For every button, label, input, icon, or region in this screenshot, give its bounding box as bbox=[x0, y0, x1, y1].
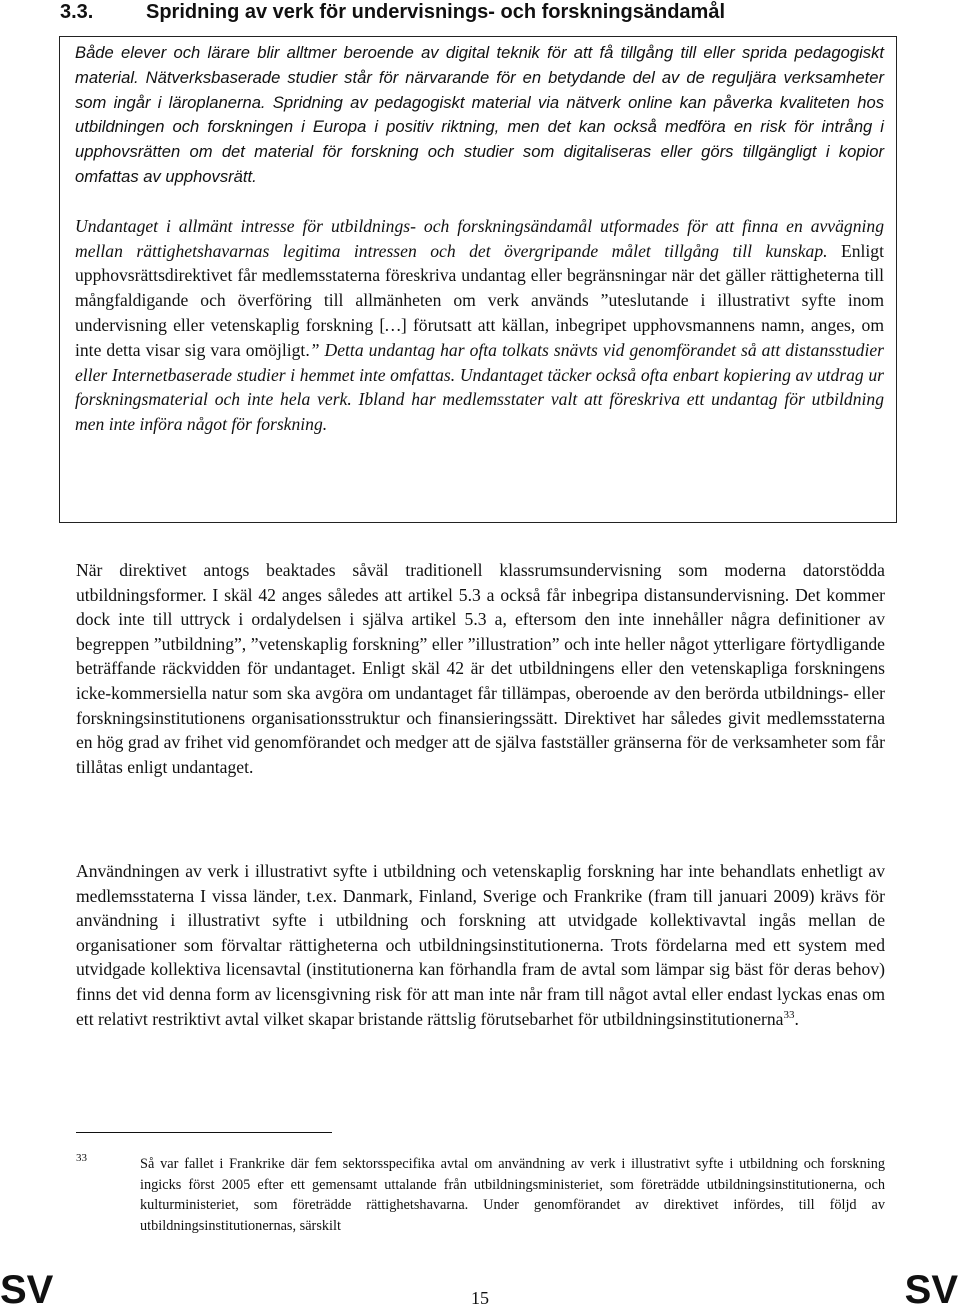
footnote-separator bbox=[76, 1132, 332, 1133]
quote-upright-segment: ] förutsatt att källan, inbegripet upphovsmannens namn, anges, om inte detta visar sig vara omöjligt. bbox=[75, 314, 884, 360]
language-code-right: SV bbox=[904, 1268, 958, 1312]
language-code-left: SV bbox=[0, 1268, 54, 1312]
quote-box bbox=[59, 36, 897, 523]
body-paragraph-2-end: . bbox=[794, 1008, 799, 1029]
quote-upright-segment: Enligt upphovsrättsdirektivet får medlemsstaterna föreskriva undantag eller begränsningar när det gäller rättigheterna till mångfaldigande och överföring till allmänheten om verk används ”uteslutande i illustrativt syfte inom undervisning eller vetenskaplig forskning [ bbox=[75, 240, 884, 335]
footnote-number: 33 bbox=[76, 1152, 87, 1164]
section-number: 3.3. bbox=[60, 1, 94, 23]
page-number: 15 bbox=[471, 1288, 489, 1308]
section-heading bbox=[60, 0, 725, 24]
quote-italic-segment: ” Detta undantag har ofta tolkats snävts vid genomförandet så att distansstudier eller Internetbaserade studier i hemmet inte omfattas. Undantaget täcker också ofta enbart kopiering av utdrag ur forskningsmaterial och inte hela verk. Ibland har medlemsstater valt att föreskriva ett undantag för utbildning men inte införa något för forskning. bbox=[75, 339, 884, 435]
quote-ellipsis: … bbox=[385, 314, 401, 335]
section-title: Spridning av verk för undervisnings- och forskningsändamål bbox=[146, 1, 726, 23]
quote-italic-segment: Undantaget i allmänt intresse för utbildnings- och forskningsändamål utformades för att finna en avvägning mellan rättighetshavarnas legitima intressen och det övergripande målet tillgång till kunskap. bbox=[75, 215, 884, 261]
body-paragraph-1: När direktivet antogs beaktades såväl traditionell klassrumsundervisning som moderna datorstödda utbildningsformer. I skäl 42 anges således att artikel 5.3 a också får inbegripa distansundervisning. Det kommer dock inte till uttryck i ordalydelsen i själva artikel 5.3 a, eftersom den inte innehåller några definitioner av begreppen ”utbildning”, ”vetenskaplig forskning” eller ”illustration” och inte heller något ytterligare förtydligande beträffande räckvidden för undantaget. Enligt skäl 42 är det utbildningens eller den vetenskapliga forskningens icke-kommersiella natur som ska avgöra om undantaget får tillämpas, oberoende av den berörda utbildnings- eller forskningsinstitutionens organisationsstruktur och finansieringssätt. Direktivet har således givit medlemsstaterna en hög grad av frihet vid genomförandet och medger att de själva fastställer gränserna för de verksamheter som får tillåtas enligt undantaget. bbox=[76, 560, 885, 777]
footnote-reference[interactable]: 33 bbox=[783, 1008, 795, 1021]
body-paragraph-2-text: Användningen av verk i illustrativt syfte i utbildning och vetenskaplig forskning har inte behandlats enhetligt av medlemsstaterna I vissa länder, t.ex. Danmark, Finland, Sverige och Frankrike (fram till januari 2009) krävs för användning i illustrativt syfte i utbildning och forskning att utvidgade kollektivavtal ingås mellan de organisationer som förvaltar rättigheterna och utbildningsinstitutionerna. Trots fördelarna med ett system med utvidgade kollektiva licensavtal (institutionerna kan förhandla fram de avtal som lämpar sig bäst för deras behov) finns det vid denna form av licensgivning risk för att man inte når fram till något avtal eller endast lyckas enas om ett relativt restriktivt avtal vilket skapar bristande rättslig förutsebarhet för utbildningsinstitutionerna bbox=[76, 861, 885, 1029]
quote-paragraph-1: Både elever och lärare blir alltmer beroende av digital teknik för att få tillgång till eller sprida pedagogiskt material. Nätverksbaserade studier står för närvarande för en betydande del av de reguljära verksamheter som ingår i läroplanerna. Spridning av pedagogiskt material via nätverk online kan påverka kvaliteten hos utbildningen och forskningen i Europa i positiv riktning, men det kan också medföra en risk för intrång i upphovsrätten om det material för forskning och studier som digitaliseras eller görs tillgängligt i kopior omfattas av upphovsrätt. bbox=[75, 43, 884, 186]
body-paragraph-2 bbox=[76, 859, 885, 1031]
footnote-text: Så var fallet i Frankrike där fem sektorsspecifika avtal om användning av verk i illustrativt syfte i utbildning och forskning ingicks först 2005 efter ett gemensamt uttalande från utbildningsministeriet, som företrädde utbildningsinstitutionerna, och kulturministeriet, som företrädde rättighetshavarna. Under genomförandet av direktivet infördes, till följd av utbildningsinstitutionernas, särskilt bbox=[140, 1156, 885, 1234]
quote-paragraph-2 bbox=[75, 214, 884, 437]
